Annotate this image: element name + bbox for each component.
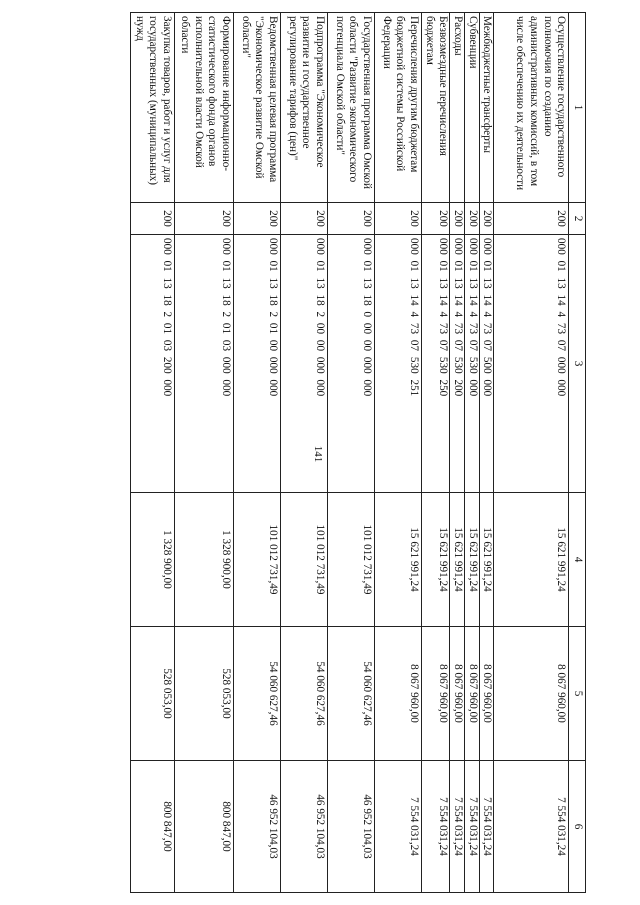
row-col2: 200	[328, 203, 375, 235]
row-col2: 200	[450, 203, 465, 235]
row-col4: 15 621 991,24	[422, 493, 450, 627]
row-col2: 200	[281, 203, 328, 235]
row-name: Перечисления другим бюджетам бюджетной системы Российской Федерации	[375, 13, 422, 203]
row-col5: 54 060 627,46	[281, 627, 328, 761]
row-col2: 200	[375, 203, 422, 235]
row-col6: 46 952 104,03	[328, 761, 375, 893]
table-row	[450, 13, 465, 893]
header-cell: 2	[569, 203, 586, 235]
row-code: 000 01 13 14 4 73 07 530 200	[450, 235, 465, 493]
row-code: 000 01 13 14 4 73 07 500 000	[479, 235, 494, 493]
row-col5: 8 067 960,00	[422, 627, 450, 761]
row-col5: 54 060 627,46	[328, 627, 375, 761]
row-col6: 800 847,00	[175, 761, 234, 893]
table-row	[494, 13, 569, 893]
row-name: Формирование информационно-статистического фонда органов исполнительной власти Омской области	[175, 13, 234, 203]
row-col4: 101 012 731,49	[234, 493, 281, 627]
row-col6: 7 554 031,24	[494, 761, 569, 893]
row-col5: 8 067 960,00	[465, 627, 480, 761]
table-row	[131, 13, 175, 893]
header-cell: 5	[569, 627, 586, 761]
row-col4: 15 621 991,24	[494, 493, 569, 627]
row-code: 000 01 13 14 4 73 07 530 250	[422, 235, 450, 493]
row-code: 000 01 13 14 4 73 07 000 000	[494, 235, 569, 493]
row-code: 000 01 13 18 2 00 00 000 000	[281, 235, 328, 493]
row-col4: 101 012 731,49	[328, 493, 375, 627]
row-code: 000 01 13 18 0 00 00 000 000	[328, 235, 375, 493]
row-col5: 8 067 960,00	[375, 627, 422, 761]
table-row	[375, 13, 422, 893]
row-col4: 15 621 991,24	[375, 493, 422, 627]
header-cell: 1	[569, 13, 586, 203]
row-name: Межбюджетные трансферты	[479, 13, 494, 203]
row-col2: 200	[131, 203, 175, 235]
header-cell: 3	[569, 235, 586, 493]
rotated-table-container	[72, 12, 586, 892]
row-col4: 15 621 991,24	[450, 493, 465, 627]
row-col4: 101 012 731,49	[281, 493, 328, 627]
row-col6: 7 554 031,24	[479, 761, 494, 893]
row-col5: 528 053,00	[131, 627, 175, 761]
row-col6: 7 554 031,24	[465, 761, 480, 893]
table-row	[465, 13, 480, 893]
row-col4: 1 328 900,00	[175, 493, 234, 627]
header-cell: 4	[569, 493, 586, 627]
row-col6: 46 952 104,03	[234, 761, 281, 893]
table-row	[234, 13, 281, 893]
row-col4: 1 328 900,00	[131, 493, 175, 627]
row-col2: 200	[234, 203, 281, 235]
table-row	[422, 13, 450, 893]
row-col2: 200	[479, 203, 494, 235]
header-cell: 6	[569, 761, 586, 893]
table-row	[479, 13, 494, 893]
row-name: Государственная программа Омской области "Развитие экономического потенциала Омской области"	[328, 13, 375, 203]
row-name: Ведомственная целевая программа "Экономическое развитие Омской области"	[234, 13, 281, 203]
row-col5: 8 067 960,00	[479, 627, 494, 761]
row-code: 000 01 13 14 4 73 07 530 000	[465, 235, 480, 493]
row-col6: 800 847,00	[131, 761, 175, 893]
row-col6: 7 554 031,24	[422, 761, 450, 893]
row-name: Расходы	[450, 13, 465, 203]
row-code: 000 01 13 18 2 01 00 000 000	[234, 235, 281, 493]
table-row	[281, 13, 328, 893]
header-row	[569, 13, 586, 893]
row-name: Подпрограмма "Экономическое развитие и государственное регулирование тарифов (цен)"	[281, 13, 328, 203]
row-col2: 200	[494, 203, 569, 235]
table-row	[328, 13, 375, 893]
page-number: 141	[312, 445, 324, 463]
row-code: 000 01 13 18 2 01 03 000 000	[175, 235, 234, 493]
table-row	[175, 13, 234, 893]
row-col6: 7 554 031,24	[450, 761, 465, 893]
row-col5: 54 060 627,46	[234, 627, 281, 761]
row-name: Субвенции	[465, 13, 480, 203]
row-col4: 15 621 991,24	[479, 493, 494, 627]
row-col2: 200	[465, 203, 480, 235]
row-col4: 15 621 991,24	[465, 493, 480, 627]
row-col2: 200	[175, 203, 234, 235]
row-col5: 8 067 960,00	[494, 627, 569, 761]
row-name: Безвозмездные перечисления бюджетам	[422, 13, 450, 203]
row-code: 000 01 13 14 4 73 07 530 251	[375, 235, 422, 493]
row-name: Осуществление государственного полномочия по созданию административных комиссий, в том числе обеспечению их деятельности	[494, 13, 569, 203]
row-col6: 46 952 104,03	[281, 761, 328, 893]
row-name: Закупка товаров, работ и услуг для государственных (муниципальных) нужд	[131, 13, 175, 203]
row-col5: 8 067 960,00	[450, 627, 465, 761]
row-col6: 7 554 031,24	[375, 761, 422, 893]
row-col2: 200	[422, 203, 450, 235]
row-code: 000 01 13 18 2 01 03 200 000	[131, 235, 175, 493]
budget-table	[130, 12, 586, 893]
row-col5: 528 053,00	[175, 627, 234, 761]
